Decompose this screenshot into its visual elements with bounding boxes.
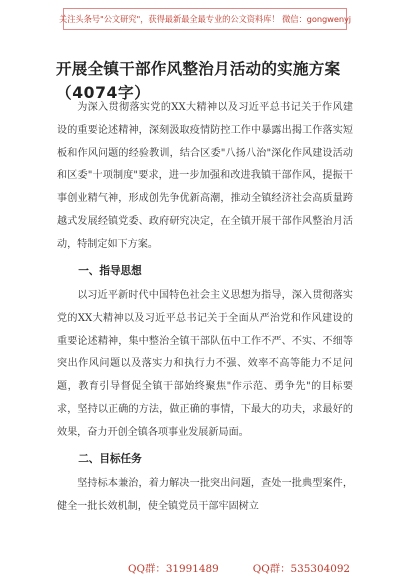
footer-contact	[128, 560, 350, 575]
document-body	[57, 97, 353, 519]
document-title-line: 开展全镇干部作风整治月活动的实施方案	[56, 60, 341, 78]
header-banner: 关注头条号"公文研究"，获得最新最全最专业的公文资料库！ 微信：gongwenyj	[63, 8, 347, 30]
document-word-count: （4074字）	[56, 84, 151, 102]
guiding-ideology-paragraph: 以习近平新时代中国特色社会主义思想为指导，深入贯彻落实党的XX大精神以及习近平总书记关于全面从严治党和作风建设的重要论述精神，集中整治全镇干部队伍中工作不严、不实、不细等突出作风问题以及落实力和执行力不强、效率不高等能力不足问题，教育引导督促全镇干部始终聚焦"作示范、勇争先"的目标要求，坚持以正确的方法，做正确的事情，下最大的功夫，求最好的效果，奋力开创全镇各项事业发展新局面。	[57, 290, 353, 438]
goals-paragraph: 坚持标本兼治，着力解决一批突出问题，查处一批典型案件，健全一批长效机制，使全镇党员干部牢固树立	[57, 478, 353, 512]
qq-group-2: QQ群：535304092	[252, 563, 351, 575]
qq-group-1: QQ群：31991489	[128, 563, 219, 575]
intro-paragraph: 为深入贯彻落实党的XX大精神以及习近平总书记关于作风建设的重要论述精神，深刻汲取疫情防控工作中暴露出揭工作落实短板和作风问题的经验教训，结合区委"八扬八治"深化作风建设活动和区委"十项制度"要求，进一步加强和改进我镇干部作风，提振干事创业精气神，形成创先争优新高潮，推动全镇经济社会高质量跨越式发展经镇党委、政府研究决定，在全镇开展干部作风整治月活动，特制定如下方案。	[57, 102, 353, 250]
section-heading-goals: 二、目标任务	[78, 452, 142, 465]
section-heading-guiding-ideology: 一、指导思想	[78, 264, 142, 277]
